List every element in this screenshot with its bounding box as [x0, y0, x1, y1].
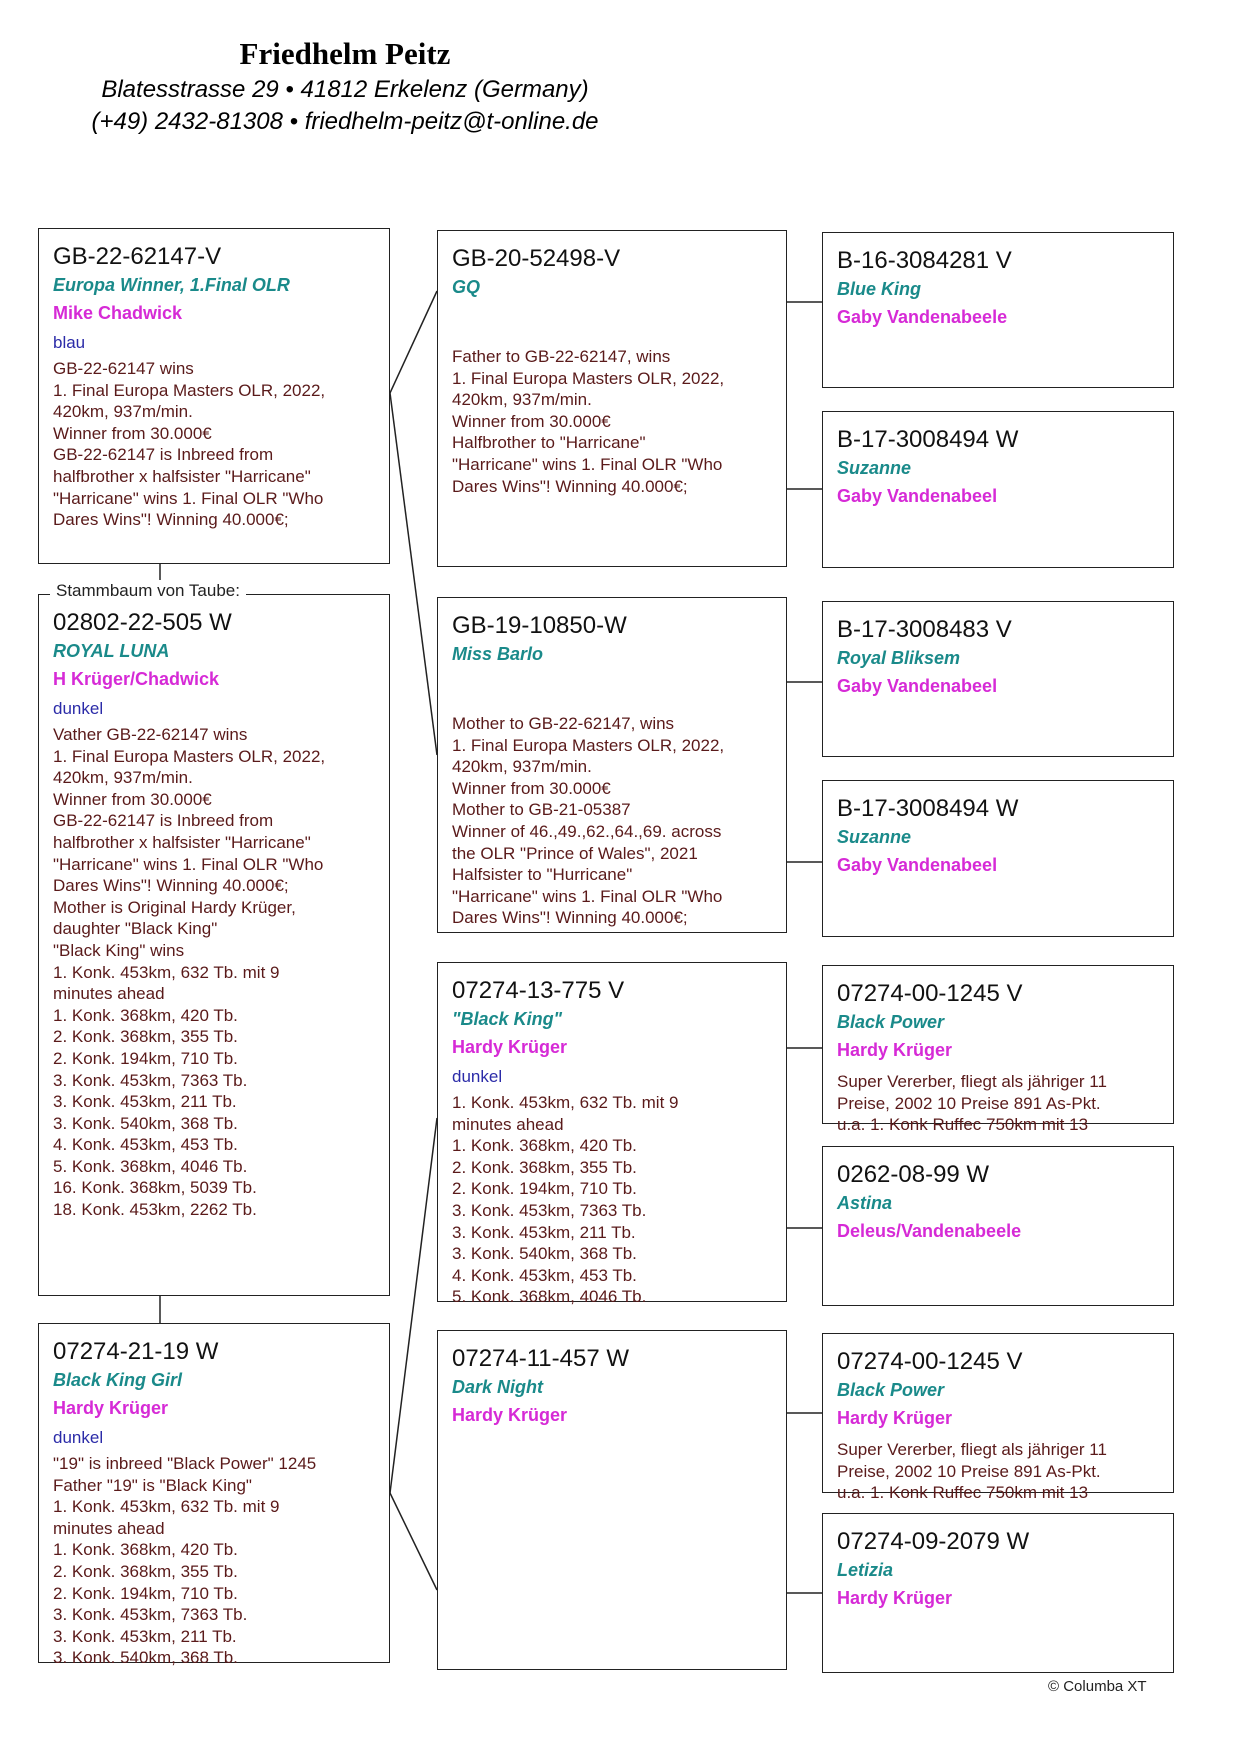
pigeon-name: Black King Girl [53, 1370, 183, 1390]
connector-mother-sire [390, 1118, 437, 1493]
performance-notes: Mother to GB-22-62147, wins 1. Final Europa Masters OLR, 2022, 420km, 937m/min. Winner from 30.000€ Mother to GB-21-05387 Winner of 46.,49.,62.,64.,69. across the OLR "Prince of Wales", 2021 Halfsister to "Hurricane" "Harricane" wins 1. Final OLR "Who Dares Wins"! Winning 40.000€; [452, 714, 725, 928]
owner-name: Gaby Vandenabeel [837, 855, 998, 875]
owner-name: Hardy Krüger [452, 1037, 568, 1057]
breeder-address: Blatesstrasse 29 • 41812 Erkelenz (Germany) [101, 76, 589, 103]
copyright-notice: © Columba XT [1048, 1678, 1147, 1695]
pigeon-name: Suzanne [837, 827, 912, 847]
owner-name: Mike Chadwick [53, 303, 183, 323]
pigeon-card-paternal-sire[interactable] [437, 230, 787, 567]
pigeon-card-g3-8[interactable] [822, 1513, 1174, 1673]
ring-number: GB-22-62147-V [53, 243, 222, 270]
pigeon-card-subject[interactable] [38, 228, 390, 564]
pigeon-name: Royal Bliksem [837, 648, 961, 668]
connector-subject-sire [390, 291, 437, 393]
pigeon-name: GQ [452, 277, 481, 297]
owner-name: Hardy Krüger [53, 1398, 169, 1418]
pigeon-name: Dark Night [452, 1377, 544, 1397]
pigeon-name: Black Power [837, 1012, 945, 1032]
connector-subject-dam [390, 393, 437, 755]
owner-name: Hardy Krüger [837, 1408, 953, 1428]
pigeon-card-g3-4[interactable] [822, 780, 1174, 937]
pigeon-card-paternal-dam[interactable] [437, 597, 787, 933]
plumage-color: dunkel [53, 699, 104, 718]
pigeon-card-father[interactable] [38, 594, 390, 1296]
ring-number: GB-20-52498-V [452, 245, 621, 272]
ring-number: 07274-09-2079 W [837, 1528, 1030, 1555]
pigeon-name: Miss Barlo [452, 644, 544, 664]
pigeon-name: "Black King" [452, 1009, 563, 1029]
ring-number: 07274-13-775 V [452, 977, 625, 1004]
pigeon-name: Astina [837, 1193, 893, 1213]
performance-notes: GB-22-62147 wins 1. Final Europa Masters OLR, 2022, 420km, 937m/min. Winner from 30.000€ GB-22-62147 is Inbreed from halfbrother x halfsister "Harricane" "Harricane" wins 1. Final OLR "Who Dares Wins"! Winning 40.000€; [53, 359, 326, 530]
ring-number: 07274-00-1245 V [837, 1348, 1023, 1375]
pigeon-name: Suzanne [837, 458, 912, 478]
pigeon-card-g3-5[interactable] [822, 965, 1174, 1135]
ring-number: 07274-11-457 W [452, 1345, 629, 1372]
performance-notes: 1. Konk. 453km, 632 Tb. mit 9 minutes ahead 1. Konk. 368km, 420 Tb. 2. Konk. 368km, 355 Tb. 2. Konk. 194km, 710 Tb. 3. Konk. 453km, 7363 Tb. 3. Konk. 453km, 211 Tb. 3. Konk. 540km, 368 Tb. 4. Konk. 453km, 453 Tb. 5. Konk. 368km, 4046 Tb. [452, 1093, 679, 1307]
breeder-contact: (+49) 2432-81308 • friedhelm-peitz@t-online.de [91, 108, 599, 135]
ring-number: 02802-22-505 W [53, 609, 232, 636]
pigeon-card-maternal-dam[interactable] [437, 1330, 787, 1670]
pigeon-name: ROYAL LUNA [53, 641, 170, 661]
pigeon-name: Black Power [837, 1380, 945, 1400]
pigeon-card-g3-1[interactable] [822, 232, 1174, 388]
ring-number: B-17-3008494 W [837, 426, 1019, 453]
ring-number: 07274-00-1245 V [837, 980, 1023, 1007]
owner-name: Hardy Krüger [452, 1405, 568, 1425]
pedigree-caption: Stammbaum von Taube: [50, 580, 246, 602]
ring-number: 07274-21-19 W [53, 1338, 219, 1365]
ring-number: B-17-3008483 V [837, 616, 1012, 643]
pigeon-name: Europa Winner, 1.Final OLR [53, 275, 290, 295]
owner-name: Hardy Krüger [837, 1588, 953, 1608]
performance-notes: Super Vererber, fliegt als jähriger 11 Preise, 2002 10 Preise 891 As-Pkt. u.a. 1. Konk Ruffec 750km mit 13 [837, 1440, 1107, 1503]
ring-number: B-16-3084281 V [837, 247, 1012, 274]
plumage-color: blau [53, 333, 86, 352]
plumage-color: dunkel [452, 1067, 503, 1086]
ring-number: GB-19-10850-W [452, 612, 627, 639]
plumage-color: dunkel [53, 1428, 104, 1447]
owner-name: Gaby Vandenabeel [837, 486, 998, 506]
pigeon-card-g3-3[interactable] [822, 601, 1174, 757]
pigeon-card-g3-2[interactable] [822, 411, 1174, 568]
performance-notes: Father to GB-22-62147, wins 1. Final Europa Masters OLR, 2022, 420km, 937m/min. Winner from 30.000€ Halfbrother to "Harricane" "Harricane" wins 1. Final OLR "Who Dares Wins"! Winning 40.000€; [452, 347, 725, 496]
ring-number: 0262-08-99 W [837, 1161, 990, 1188]
breeder-name: Friedhelm Peitz [239, 36, 451, 71]
ring-number: B-17-3008494 W [837, 795, 1019, 822]
performance-notes: Super Vererber, fliegt als jähriger 11 Preise, 2002 10 Preise 891 As-Pkt. u.a. 1. Konk Ruffec 750km mit 13 [837, 1072, 1107, 1135]
owner-name: Deleus/Vandenabeele [837, 1221, 1022, 1241]
pigeon-card-mother[interactable] [38, 1323, 390, 1668]
pigeon-card-g3-6[interactable] [822, 1146, 1174, 1306]
performance-notes: "19" is inbreed "Black Power" 1245 Father "19" is "Black King" 1. Konk. 453km, 632 Tb. mit 9 minutes ahead 1. Konk. 368km, 420 Tb. 2. Konk. 368km, 355 Tb. 2. Konk. 194km, 710 Tb. 3. Konk. 453km, 7363 Tb. 3. Konk. 453km, 211 Tb. 3. Konk. 540km, 368 Tb. [53, 1454, 317, 1668]
pigeon-name: Letizia [837, 1560, 894, 1580]
pigeon-name: Blue King [837, 279, 921, 299]
owner-name: Gaby Vandenabeel [837, 676, 998, 696]
pigeon-card-g3-7[interactable] [822, 1333, 1174, 1503]
connector-mother-dam [390, 1493, 437, 1590]
owner-name: Hardy Krüger [837, 1040, 953, 1060]
owner-name: Gaby Vandenabeele [837, 307, 1008, 327]
pigeon-card-maternal-sire[interactable] [437, 962, 787, 1307]
owner-name: H Krüger/Chadwick [53, 669, 220, 689]
performance-notes: Vather GB-22-62147 wins 1. Final Europa Masters OLR, 2022, 420km, 937m/min. Winner from 30.000€ GB-22-62147 is Inbreed from halfbrother x halfsister "Harricane" "Harricane" wins 1. Final OLR "Who Dares Wins"! Winning 40.000€; Mother is Original Hardy Krüger, daughter "Black King" "Black King" wins 1. Konk. 453km, 632 Tb. mit 9 minutes ahead 1. Konk. 368km, 420 Tb. 2. Konk. 368km, 355 Tb. 2. Konk. 194km, 710 Tb. 3. Konk. 453km, 7363 Tb. 3. Konk. 453km, 211 Tb. 3. Konk. 540km, 368 Tb. 4. Konk. 453km, 453 Tb. 5. Konk. 368km, 4046 Tb. 16. Konk. 368km, 5039 Tb. 18. Konk. 453km, 2262 Tb. [53, 725, 326, 1220]
